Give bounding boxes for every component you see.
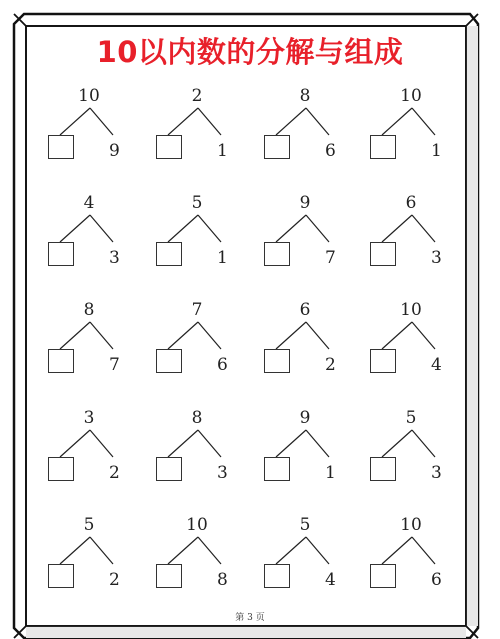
known-part-number: 3 xyxy=(109,248,120,268)
left-branch-line xyxy=(60,322,90,349)
known-part-number: 6 xyxy=(325,141,336,161)
left-branch-line xyxy=(382,215,412,242)
answer-box[interactable] xyxy=(156,135,182,159)
answer-box[interactable] xyxy=(48,135,74,159)
left-branch-line xyxy=(60,430,90,457)
left-branch-line xyxy=(382,430,412,457)
answer-box[interactable] xyxy=(370,242,396,266)
answer-box[interactable] xyxy=(156,242,182,266)
known-part-number: 2 xyxy=(325,355,336,375)
known-part-number: 2 xyxy=(109,570,120,590)
answer-box[interactable] xyxy=(264,564,290,588)
total-number: 10 xyxy=(400,300,422,320)
answer-box[interactable] xyxy=(48,349,74,373)
decomposition-problem xyxy=(262,195,372,285)
right-branch-line xyxy=(412,537,435,564)
right-branch-line xyxy=(90,537,113,564)
decomposition-problem xyxy=(368,195,478,285)
left-branch-line xyxy=(168,322,198,349)
right-branch-line xyxy=(90,108,113,135)
answer-box[interactable] xyxy=(370,564,396,588)
right-branch-line xyxy=(198,537,221,564)
total-number: 3 xyxy=(83,408,95,428)
total-number: 2 xyxy=(191,86,203,106)
total-number: 5 xyxy=(83,515,95,535)
known-part-number: 7 xyxy=(325,248,336,268)
right-branch-line xyxy=(198,215,221,242)
total-number: 10 xyxy=(400,515,422,535)
right-branch-line xyxy=(198,322,221,349)
left-branch-line xyxy=(168,430,198,457)
decomposition-problem xyxy=(262,517,372,607)
answer-box[interactable] xyxy=(370,457,396,481)
right-branch-line xyxy=(306,322,329,349)
known-part-number: 1 xyxy=(325,463,336,483)
decomposition-problem xyxy=(154,410,264,500)
decomposition-problem xyxy=(46,410,156,500)
left-branch-line xyxy=(60,215,90,242)
total-number: 7 xyxy=(191,300,203,320)
left-branch-line xyxy=(168,108,198,135)
left-branch-line xyxy=(382,322,412,349)
left-branch-line xyxy=(168,537,198,564)
total-number: 8 xyxy=(191,408,203,428)
right-branch-line xyxy=(198,108,221,135)
known-part-number: 9 xyxy=(109,141,120,161)
right-branch-line xyxy=(412,322,435,349)
known-part-number: 7 xyxy=(109,355,120,375)
answer-box[interactable] xyxy=(264,349,290,373)
right-branch-line xyxy=(306,537,329,564)
total-number: 6 xyxy=(405,193,417,213)
right-branch-line xyxy=(306,215,329,242)
left-branch-line xyxy=(276,322,306,349)
decomposition-problem xyxy=(368,410,478,500)
known-part-number: 1 xyxy=(217,141,228,161)
right-branch-line xyxy=(90,430,113,457)
total-number: 9 xyxy=(299,193,311,213)
decomposition-problem xyxy=(46,88,156,178)
known-part-number: 8 xyxy=(217,570,228,590)
right-branch-line xyxy=(412,430,435,457)
left-branch-line xyxy=(168,215,198,242)
known-part-number: 6 xyxy=(431,570,442,590)
decomposition-problem xyxy=(46,302,156,392)
answer-box[interactable] xyxy=(370,135,396,159)
decomposition-problem xyxy=(368,517,478,607)
decomposition-problem xyxy=(154,517,264,607)
answer-box[interactable] xyxy=(264,135,290,159)
answer-box[interactable] xyxy=(156,457,182,481)
right-branch-line xyxy=(306,108,329,135)
left-branch-line xyxy=(60,537,90,564)
total-number: 9 xyxy=(299,408,311,428)
right-branch-line xyxy=(306,430,329,457)
left-branch-line xyxy=(276,537,306,564)
total-number: 6 xyxy=(299,300,311,320)
left-branch-line xyxy=(60,108,90,135)
answer-box[interactable] xyxy=(48,242,74,266)
known-part-number: 2 xyxy=(109,463,120,483)
left-branch-line xyxy=(276,215,306,242)
known-part-number: 6 xyxy=(217,355,228,375)
decomposition-problem xyxy=(46,517,156,607)
answer-box[interactable] xyxy=(48,564,74,588)
right-branch-line xyxy=(90,215,113,242)
decomposition-problem xyxy=(368,302,478,392)
right-branch-line xyxy=(90,322,113,349)
total-number: 5 xyxy=(405,408,417,428)
answer-box[interactable] xyxy=(264,242,290,266)
left-branch-line xyxy=(382,108,412,135)
total-number: 10 xyxy=(186,515,208,535)
page-title: 10以内数的分解与组成 xyxy=(96,35,404,69)
left-branch-line xyxy=(382,537,412,564)
right-branch-line xyxy=(198,430,221,457)
answer-box[interactable] xyxy=(264,457,290,481)
total-number: 8 xyxy=(83,300,95,320)
known-part-number: 1 xyxy=(431,141,442,161)
right-branch-line xyxy=(412,108,435,135)
page-number: 第 3 页 xyxy=(235,613,265,623)
right-branch-line xyxy=(412,215,435,242)
decomposition-problem xyxy=(262,88,372,178)
known-part-number: 4 xyxy=(431,355,442,375)
known-part-number: 3 xyxy=(431,248,442,268)
decomposition-problem xyxy=(154,195,264,285)
known-part-number: 4 xyxy=(325,570,336,590)
answer-box[interactable] xyxy=(156,349,182,373)
left-branch-line xyxy=(276,108,306,135)
known-part-number: 1 xyxy=(217,248,228,268)
total-number: 10 xyxy=(78,86,100,106)
decomposition-problem xyxy=(154,88,264,178)
decomposition-problem xyxy=(262,302,372,392)
total-number: 5 xyxy=(299,515,311,535)
answer-box[interactable] xyxy=(370,349,396,373)
total-number: 10 xyxy=(400,86,422,106)
known-part-number: 3 xyxy=(217,463,228,483)
decomposition-problem xyxy=(46,195,156,285)
answer-box[interactable] xyxy=(48,457,74,481)
decomposition-problem xyxy=(154,302,264,392)
total-number: 4 xyxy=(83,193,95,213)
left-branch-line xyxy=(276,430,306,457)
answer-box[interactable] xyxy=(156,564,182,588)
decomposition-problem xyxy=(262,410,372,500)
known-part-number: 3 xyxy=(431,463,442,483)
total-number: 8 xyxy=(299,86,311,106)
total-number: 5 xyxy=(191,193,203,213)
decomposition-problem xyxy=(368,88,478,178)
